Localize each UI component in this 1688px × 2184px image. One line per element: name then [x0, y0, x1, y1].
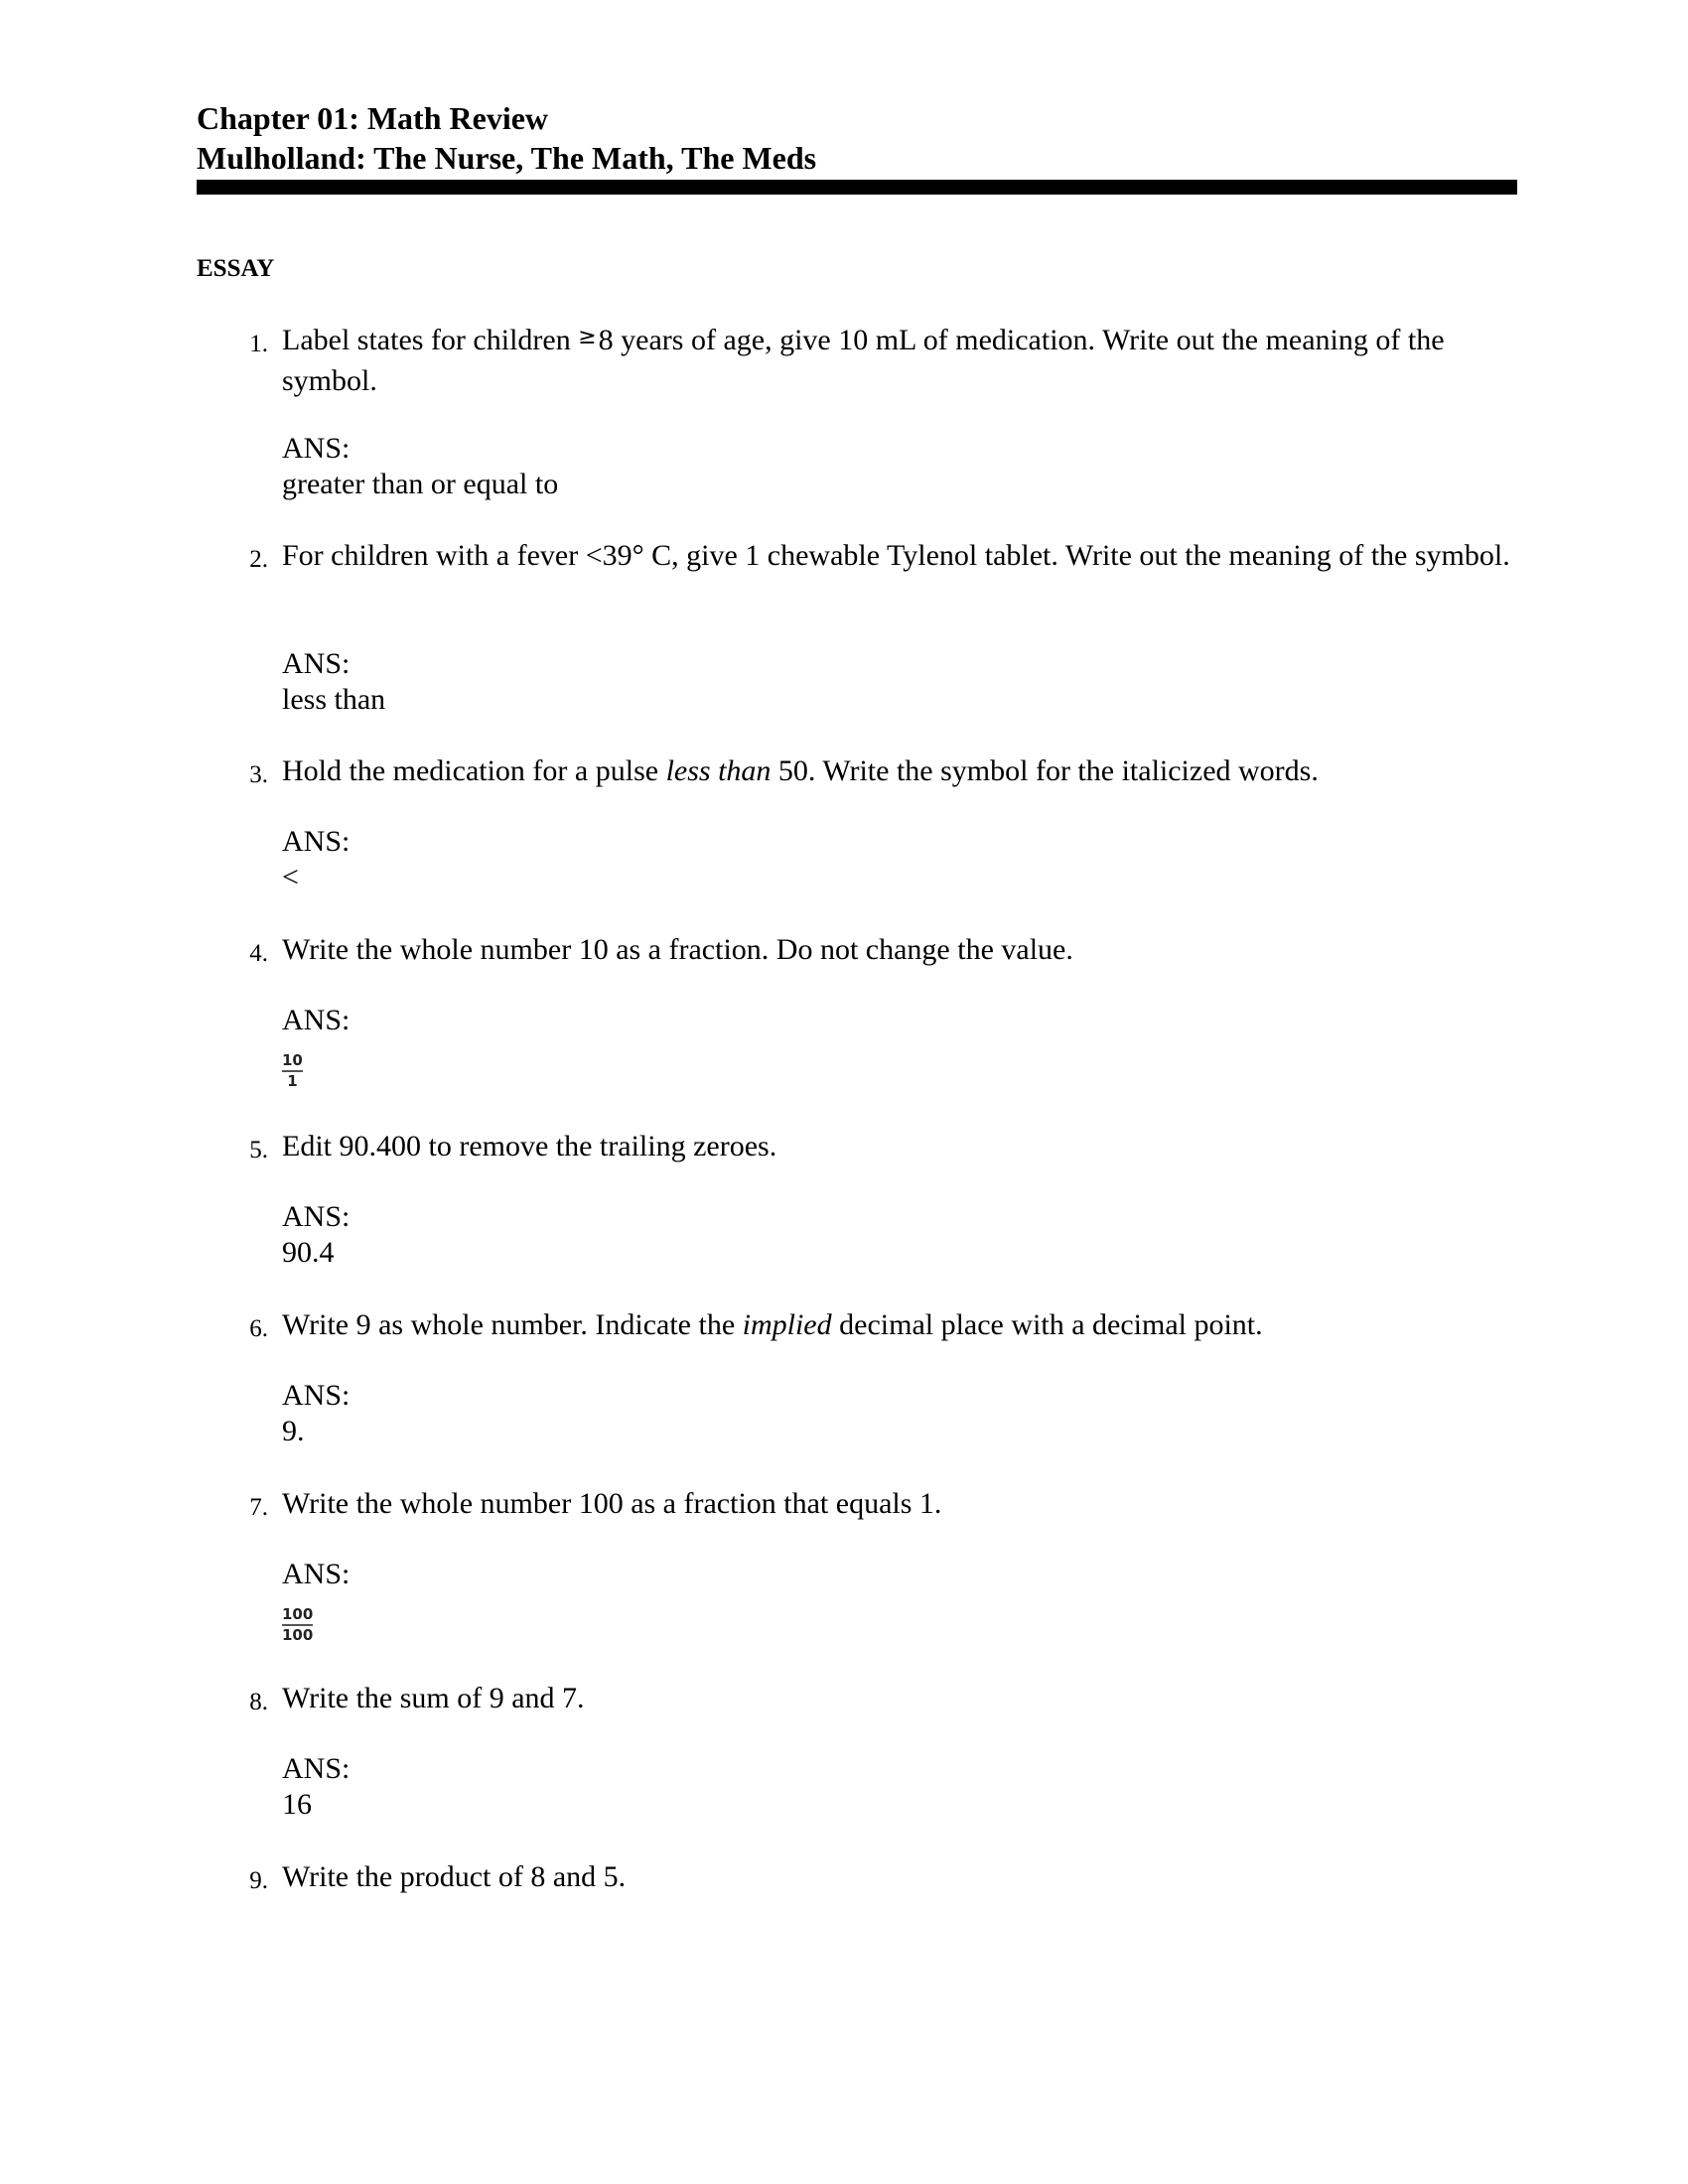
italic-text: less than	[665, 754, 772, 787]
question-number: 3.	[249, 761, 268, 788]
answer-label: ANS:	[282, 825, 351, 858]
answer-value: greater than or equal to	[282, 468, 559, 500]
answer-value: 9.	[282, 1415, 305, 1447]
question-text-part: Label states for children	[282, 324, 579, 356]
question-number: 8.	[249, 1689, 268, 1715]
fraction-numerator: 100	[282, 1605, 314, 1623]
answer-block	[282, 1003, 350, 1090]
answer-value: 90.4	[282, 1236, 335, 1269]
answer-label: ANS:	[282, 1004, 351, 1036]
fraction-denominator: 100	[282, 1626, 314, 1644]
answer-label: ANS:	[282, 1558, 351, 1590]
question-text	[282, 322, 1519, 400]
question-text-part: 8 years of age, give 10 mL of medication. Write out the meaning of the symbol.	[282, 324, 1445, 397]
question-number: 6.	[249, 1315, 268, 1342]
question-text: Edit 90.400 to remove the trailing zeroes.	[282, 1130, 777, 1162]
answer-label: ANS:	[282, 1379, 351, 1412]
answer-block	[282, 1557, 350, 1644]
question-number: 2.	[249, 546, 268, 573]
question-text-part: 50. Write the symbol for the italicized words.	[771, 754, 1319, 787]
answer-block	[282, 646, 385, 718]
answer-label: ANS:	[282, 432, 351, 465]
answer-fraction	[282, 1606, 313, 1644]
fraction-numerator: 10	[282, 1051, 303, 1069]
question-text: Write the sum of 9 and 7.	[282, 1682, 585, 1714]
book-title: Mulholland: The Nurse, The Math, The Meds	[197, 140, 817, 176]
answer-block	[282, 1199, 350, 1271]
question-number: 9.	[249, 1867, 268, 1894]
question-text: For children with a fever <39° C, give 1 chewable Tylenol tablet. Write out the meaning of the symbol.	[282, 539, 1510, 572]
question-text-part: Hold the medication for a pulse	[282, 754, 666, 787]
question-number: 4.	[249, 940, 268, 967]
question-number: 5.	[249, 1137, 268, 1163]
header-rule	[197, 180, 1517, 195]
answer-block	[282, 431, 558, 502]
answer-value: <	[282, 861, 299, 893]
document-header	[197, 98, 1517, 178]
answer-block	[282, 1378, 350, 1449]
answer-label: ANS:	[282, 1752, 351, 1785]
answer-fraction	[282, 1052, 303, 1090]
answer-value: 16	[282, 1788, 312, 1821]
fraction-denominator: 1	[287, 1072, 298, 1090]
question-text: Write the whole number 10 as a fraction. Do not change the value.	[282, 933, 1073, 966]
question-number: 7.	[249, 1494, 268, 1521]
question-text-part: Write 9 as whole number. Indicate the	[282, 1308, 743, 1341]
question-text: Write the whole number 100 as a fraction that equals 1.	[282, 1487, 942, 1520]
answer-block	[282, 824, 350, 895]
question-text-part: decimal place with a decimal point.	[831, 1308, 1263, 1341]
chapter-title: Chapter 01: Math Review	[197, 100, 549, 136]
answer-label: ANS:	[282, 647, 351, 680]
italic-text: implied	[742, 1308, 832, 1341]
section-title: ESSAY	[197, 255, 275, 282]
question-number: 1.	[249, 331, 268, 357]
question-text: Write the product of 8 and 5.	[282, 1860, 627, 1893]
greater-equal-symbol: ≥	[578, 325, 597, 349]
answer-block	[282, 1751, 350, 1823]
answer-value: less than	[282, 683, 386, 716]
question-text	[282, 752, 1519, 790]
question-text	[282, 1306, 1519, 1344]
answer-label: ANS:	[282, 1200, 351, 1233]
